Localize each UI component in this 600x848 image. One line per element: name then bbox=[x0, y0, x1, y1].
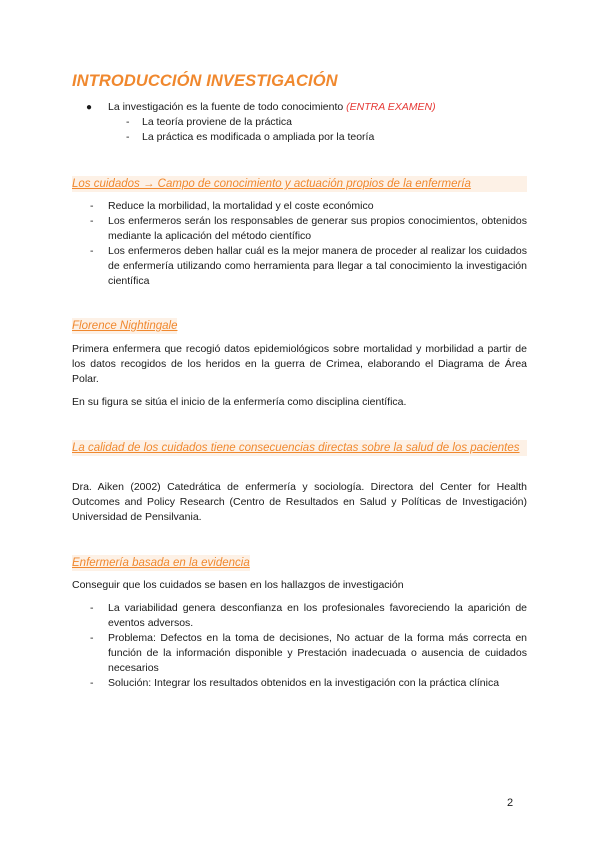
page-number: 2 bbox=[507, 797, 514, 809]
list-item bbox=[86, 100, 546, 145]
list-item-text: Problema: Defectos en la toma de decisiones, No actuar de la forma más correcta en función de la información disponible y Prestación inadecuada o ausencia de cuidados necesarios bbox=[108, 632, 527, 674]
list-item-text: Reduce la morbilidad, la mortalidad y el coste económico bbox=[108, 200, 374, 212]
dash-icon: - bbox=[90, 602, 94, 614]
evidencia-list bbox=[90, 601, 527, 691]
dash-icon: - bbox=[126, 116, 130, 128]
intro-sublist bbox=[108, 115, 546, 145]
dash-icon: - bbox=[90, 245, 94, 257]
list-item-text: Los enfermeros serán los responsables de generar sus propios conocimientos, obtenidos mediante la aplicación del método científico bbox=[108, 215, 527, 242]
aiken-paragraph: Dra. Aiken (2002) Catedrática de enfermería y sociología. Directora del Center for Health Outcomes and Policy Research (Centro de Resultados en Salud y Políticas de Investigación) Universidad de Pensilvania. bbox=[72, 481, 527, 523]
list-item bbox=[90, 601, 527, 631]
list-item bbox=[90, 676, 527, 691]
list-item-text: Los enfermeros deben hallar cuál es la mejor manera de proceder al realizar los cuidados de enfermería utilizando como herramienta para llegar a tal conocimiento la investigación científica bbox=[108, 245, 527, 287]
dash-icon: - bbox=[126, 131, 130, 143]
dash-icon: - bbox=[90, 677, 94, 689]
list-item bbox=[90, 244, 527, 289]
list-item-text: La teoría proviene de la práctica bbox=[142, 116, 293, 128]
list-item-text: Solución: Integrar los resultados obtenidos en la investigación con la práctica clínica bbox=[108, 677, 500, 689]
dash-icon: - bbox=[90, 632, 94, 644]
intro-list bbox=[86, 100, 546, 145]
section-heading-cuidados: Los cuidados → Campo de conocimiento y actuación propios de la enfermería bbox=[72, 176, 527, 192]
section-heading-nightingale: Florence Nightingale bbox=[72, 320, 178, 332]
list-item bbox=[90, 214, 527, 244]
bullet-icon: ● bbox=[86, 102, 93, 113]
section-heading-calidad: La calidad de los cuidados tiene consecuencias directas sobre la salud de los pacientes bbox=[72, 440, 527, 456]
evidencia-intro: Conseguir que los cuidados se basen en los hallazgos de investigación bbox=[72, 579, 404, 591]
dash-icon: - bbox=[90, 215, 94, 227]
dash-icon: - bbox=[90, 200, 94, 212]
list-item bbox=[126, 115, 546, 130]
nightingale-paragraph-2: En su figura se sitúa el inicio de la enfermería como disciplina científica. bbox=[72, 396, 407, 408]
intro-text: La investigación es la fuente de todo conocimiento bbox=[108, 101, 347, 113]
list-item bbox=[90, 199, 527, 214]
cuidados-list bbox=[90, 199, 527, 289]
list-item bbox=[90, 631, 527, 676]
exam-note: (ENTRA EXAMEN) bbox=[346, 101, 436, 113]
list-item-text: La variabilidad genera desconfianza en los profesionales favoreciendo la aparición de eventos adversos. bbox=[108, 602, 527, 629]
section-heading-evidencia: Enfermería basada en la evidencia bbox=[72, 557, 250, 569]
list-item bbox=[126, 130, 546, 145]
page-title: INTRODUCCIÓN INVESTIGACIÓN bbox=[72, 72, 338, 90]
nightingale-paragraph: Primera enfermera que recogió datos epidemiológicos sobre mortalidad y morbilidad a partir de los datos recogidos de los heridos en la guerra de Crimea, elaborando el Diagrama de Área Polar. bbox=[72, 343, 527, 385]
list-item-text: La práctica es modificada o ampliada por la teoría bbox=[142, 131, 375, 143]
